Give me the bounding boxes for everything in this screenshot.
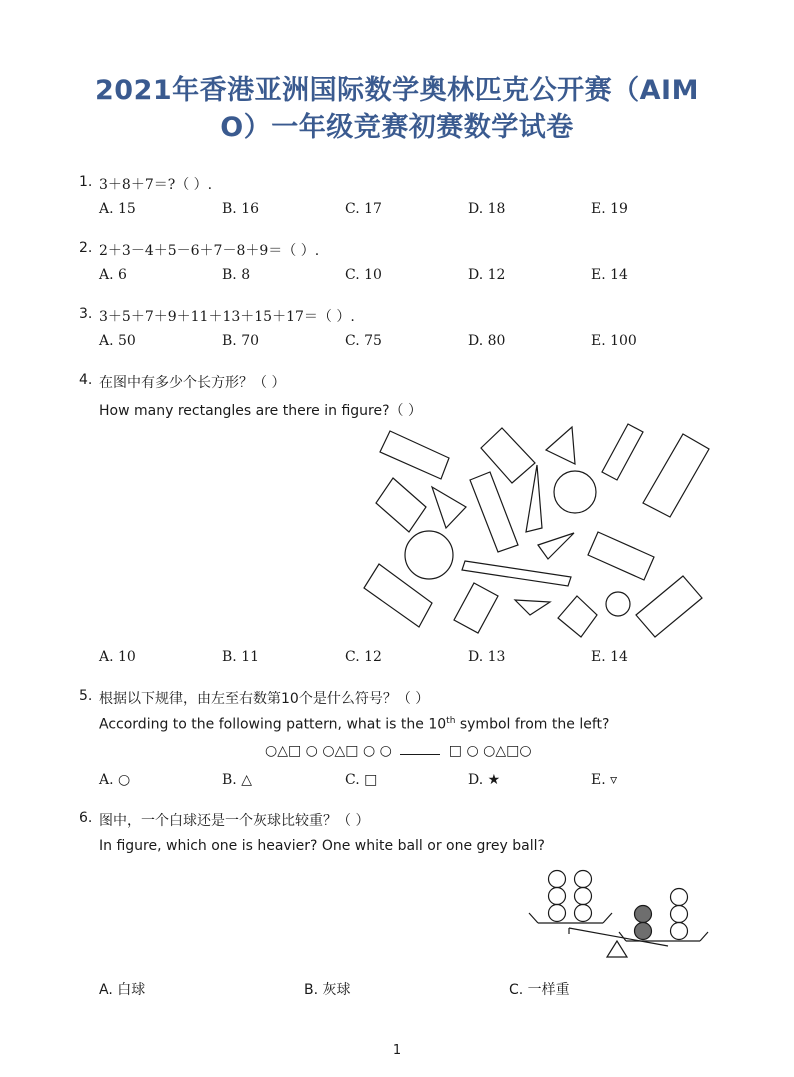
question-number: 1. [79, 174, 93, 190]
page-number: 1 [392, 1043, 402, 1058]
title-line-2: O）一年级竞赛初赛数学试卷 [220, 112, 574, 143]
option-b[interactable]: B. 灰球 [304, 982, 351, 998]
left-tray-edge [603, 913, 612, 923]
symbol-pattern [265, 742, 532, 759]
option-d[interactable]: D. 12 [468, 267, 506, 283]
rectangle-shape [558, 596, 597, 637]
triangle-shape [515, 600, 550, 615]
question-5-options [99, 772, 659, 792]
question-number: 6. [79, 810, 93, 826]
question-text: 3＋8＋7＝?（ ）. [99, 177, 213, 193]
rectangle-shape [364, 564, 432, 627]
rectangle-shape [380, 431, 449, 479]
question-6-options [99, 979, 659, 999]
question-text: 在图中有多少个长方形？（ ） [99, 375, 286, 391]
white-ball [575, 905, 592, 922]
white-ball [671, 923, 688, 940]
option-d[interactable]: D. ★ [468, 772, 501, 788]
rectangle-shape [602, 424, 643, 480]
option-c[interactable]: C. 75 [345, 333, 382, 349]
option-b[interactable]: B. 8 [222, 267, 251, 283]
rectangle-shape [462, 561, 571, 586]
option-e[interactable]: E. 19 [591, 201, 628, 217]
question-1-options [99, 201, 659, 221]
option-e[interactable]: E. ▿ [591, 772, 618, 788]
white-ball [671, 906, 688, 923]
rectangle-shape [588, 532, 654, 580]
option-c[interactable]: C. 17 [345, 201, 382, 217]
triangle-shape [538, 533, 574, 559]
question-5-english: According to the following pattern, what is the 10th symbol from the left? [99, 716, 610, 733]
grey-ball [635, 906, 652, 923]
question-6-english: In figure, which one is heavier? One white ball or one grey ball? [99, 838, 545, 854]
white-ball [671, 889, 688, 906]
rectangle-shape [454, 583, 498, 633]
option-b[interactable]: B. △ [222, 772, 252, 788]
question-number: 2. [79, 240, 93, 256]
rectangle-shape [376, 478, 426, 532]
triangle-shape [432, 487, 466, 528]
option-b[interactable]: B. 16 [222, 201, 260, 217]
option-c[interactable]: C. 12 [345, 649, 382, 665]
triangle-shape [526, 465, 542, 532]
option-b[interactable]: B. 11 [222, 649, 260, 665]
question-number: 3. [79, 306, 93, 322]
option-a[interactable]: A. 10 [99, 649, 136, 665]
option-e[interactable]: E. 100 [591, 333, 637, 349]
rectangle-shape [481, 428, 535, 483]
fulcrum-triangle [607, 941, 627, 957]
rectangle-shape [643, 434, 709, 517]
option-a[interactable]: A. 15 [99, 201, 136, 217]
option-c[interactable]: C. 一样重 [509, 982, 570, 998]
pattern-right: □ ○ ○△□○ [448, 743, 532, 759]
white-ball [575, 888, 592, 905]
option-d[interactable]: D. 80 [468, 333, 506, 349]
option-a[interactable]: A. 白球 [99, 982, 146, 998]
rectangle-shape [470, 472, 518, 552]
pattern-left: ○△□ ○ ○△□ ○ ○ [265, 743, 392, 759]
question-text: 图中，一个白球还是一个灰球比较重？（ ） [99, 813, 370, 829]
circle-shape [554, 471, 596, 513]
grey-ball [635, 923, 652, 940]
question-number: 5. [79, 688, 93, 704]
question-3-options [99, 333, 659, 353]
triangle-shape [546, 427, 575, 464]
question-text: 2＋3－4＋5－6＋7－8＋9＝（ ）. [99, 243, 320, 259]
option-d[interactable]: D. 13 [468, 649, 506, 665]
question-4-options [99, 649, 659, 669]
question-text: 3＋5＋7＋9＋11＋13＋15＋17＝（ ）. [99, 309, 355, 325]
white-ball [549, 888, 566, 905]
option-e[interactable]: E. 14 [591, 649, 628, 665]
right-tray-edge [700, 932, 708, 941]
title-line-1: 2021年香港亚洲国际数学奥林匹克公开赛（AIM [95, 75, 699, 106]
question-2-options [99, 267, 659, 287]
rectangle-shape [636, 576, 702, 637]
circle-shape [606, 592, 630, 616]
white-ball [549, 905, 566, 922]
pattern-blank [400, 742, 440, 755]
question-text: 根据以下规律，由左至右数第10个是什么符号？（ ） [99, 691, 430, 707]
balance-figure [525, 862, 715, 962]
option-a[interactable]: A. ○ [99, 772, 131, 788]
option-c[interactable]: C. 10 [345, 267, 382, 283]
right-tray-edge [619, 932, 626, 941]
option-b[interactable]: B. 70 [222, 333, 260, 349]
exam-title [60, 72, 734, 146]
option-a[interactable]: A. 50 [99, 333, 136, 349]
option-a[interactable]: A. 6 [99, 267, 127, 283]
shapes-figure [355, 420, 725, 645]
option-d[interactable]: D. 18 [468, 201, 506, 217]
white-ball [575, 871, 592, 888]
option-c[interactable]: C. □ [345, 772, 378, 788]
left-tray-edge [529, 913, 538, 923]
option-e[interactable]: E. 14 [591, 267, 628, 283]
white-ball [549, 871, 566, 888]
question-number: 4. [79, 372, 93, 388]
question-4-english: How many rectangles are there in figure?（ ） [99, 403, 422, 419]
circle-shape [405, 531, 453, 579]
